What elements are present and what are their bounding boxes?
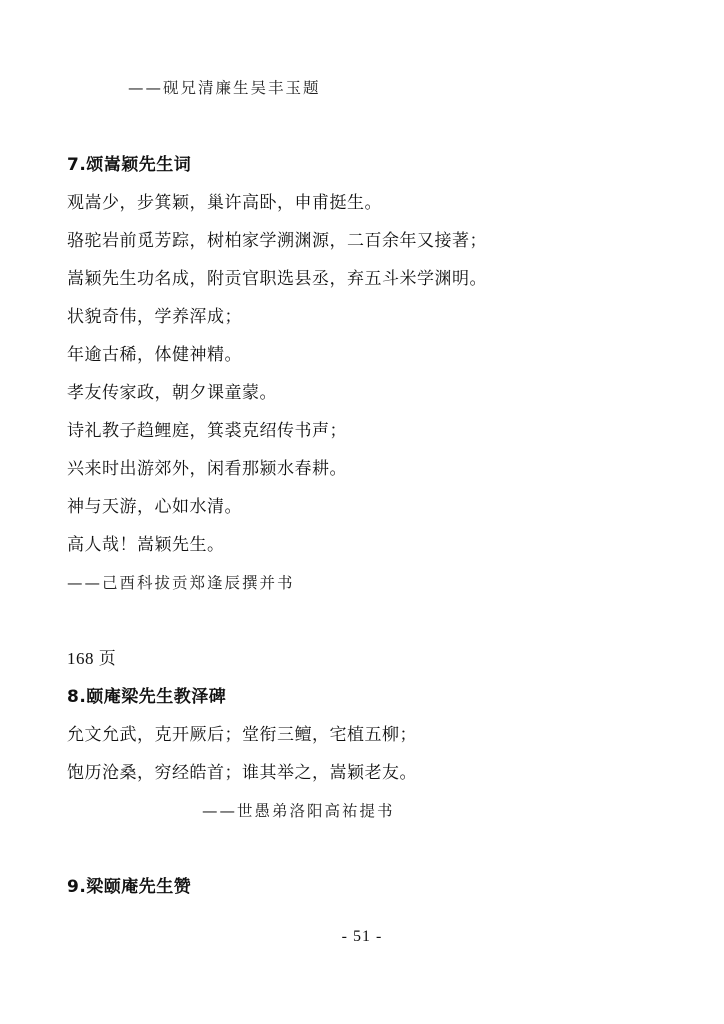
signature-poem8: ——世愚弟洛阳高祐提书 [202,802,395,820]
poem-line: 嵩颖先生功名成，附贡官职选县丞，弃五斗米学渊明。 [67,269,487,289]
section-heading-8: 8.颐庵梁先生教泽碑 [67,687,227,707]
poem-line: 状貌奇伟，学养浑成； [67,307,242,327]
poem-line: 观嵩少，步箕颖，巢许高卧，申甫挺生。 [67,193,382,213]
signature-top: ——砚兄清廉生吴丰玉题 [128,79,321,97]
poem-line: 孝友传家政，朝夕课童蒙。 [67,383,277,403]
poem-line: 饱历沧桑，穷经皓首；谁其举之，嵩颖老友。 [67,763,417,783]
page-number-footer: - 51 - [341,928,383,945]
poem-line: 年逾古稀，体健神精。 [67,345,242,365]
poem-line: 高人哉！嵩颖先生。 [67,535,225,555]
poem-line: 骆驼岩前觅芳踪，树柏家学溯渊源，二百余年又接著； [67,231,487,251]
section-heading-9: 9.梁颐庵先生赞 [67,877,192,897]
signature-poem7: ——己酉科拔贡郑逢辰撰并书 [67,574,295,592]
poem-line: 兴来时出游郊外，闲看那颍水春耕。 [67,459,347,479]
section-heading-7: 7.颂嵩颖先生词 [67,155,192,175]
poem-line: 允文允武，克开厥后；堂衔三鳣，宅植五柳； [67,725,417,745]
poem-line: 诗礼教子趋鲤庭，箕裘克绍传书声； [67,421,347,441]
page-reference: 168 页 [67,649,117,668]
poem-line: 神与天游，心如水清。 [67,497,242,517]
